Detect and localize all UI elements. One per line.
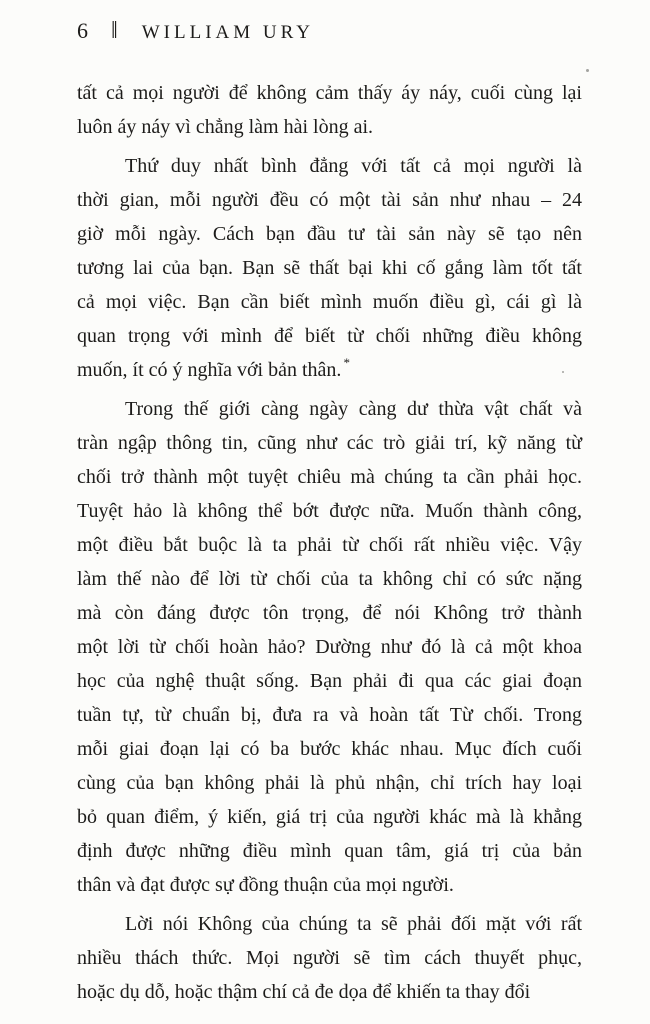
text-line: làm thế nào để lời từ chối của ta không chỉ có sức nặng xyxy=(77,568,582,590)
running-title: WILLIAM URY xyxy=(141,22,314,43)
text-line: mà còn đáng được tôn trọng, để nói Không trở thành xyxy=(77,602,582,624)
paragraph-saying-no-challenges xyxy=(77,907,582,1009)
text-line: thời gian, mỗi người đều có một tài sản như nhau – 24 xyxy=(77,189,582,211)
text-line: tuần tự, từ chuẩn bị, đưa ra và hoàn tất Từ chối. Trong xyxy=(77,704,582,726)
text-line: Tuyệt hảo là không thể bớt được nữa. Muốn thành công, xyxy=(77,500,582,522)
text-line: Trong thế giới càng ngày càng dư thừa vật chất và xyxy=(125,398,582,420)
text-line: bỏ quan điểm, ý kiến, giá trị của người khác mà là khẳng xyxy=(77,806,582,828)
text-line: tương lai của bạn. Bạn sẽ thất bại khi cố gắng làm tốt tất xyxy=(77,257,582,279)
text-line: cùng của bạn không phải là phủ nhận, chỉ trích hay loại xyxy=(77,772,582,794)
page-number: 6 xyxy=(77,18,89,43)
text-line: một lời từ chối hoàn hảo? Dường như đó là cả một khoa xyxy=(77,636,582,658)
paragraph-time-equality xyxy=(77,149,582,387)
text-line: tất cả mọi người để không cảm thấy áy náy, cuối cùng lại xyxy=(77,82,582,104)
text-line: cả mọi việc. Bạn cần biết mình muốn điều gì, cái gì là xyxy=(77,291,582,313)
page-header xyxy=(77,18,314,45)
scan-speck xyxy=(586,69,589,72)
text-line: tràn ngập thông tin, cũng như các trò giải trí, kỹ năng từ xyxy=(77,432,582,454)
text-line: định được những điều mình quan tâm, giá trị của bản xyxy=(77,840,582,862)
scan-speck xyxy=(562,371,564,373)
text-line: giờ mỗi ngày. Cách bạn đầu tư tài sản này sẽ tạo nên xyxy=(77,223,582,245)
page-body xyxy=(77,76,582,1009)
text-line: hoặc dụ dỗ, hoặc thậm chí cả đe dọa để khiến ta thay đổi xyxy=(77,981,531,1003)
text-line: Thứ duy nhất bình đẳng với tất cả mọi người là xyxy=(125,155,582,177)
paragraph-art-of-refusal xyxy=(77,392,582,902)
text-line: nhiều thách thức. Mọi người sẽ tìm cách thuyết phục, xyxy=(77,947,582,969)
header-separator-icon: ‖ xyxy=(111,18,118,44)
footnote-marker: * xyxy=(343,355,350,370)
text-line: Lời nói Không của chúng ta sẽ phải đối mặt với rất xyxy=(125,913,582,935)
text-line-text: muốn, ít có ý nghĩa với bản thân. xyxy=(77,359,342,381)
paragraph-continuation xyxy=(77,76,582,144)
text-line: quan trọng với mình để biết từ chối những điều không xyxy=(77,325,582,347)
text-line: một điều bắt buộc là ta phải từ chối rất nhiều việc. Vậy xyxy=(77,534,582,556)
text-line: học của nghệ thuật sống. Bạn phải đi qua các giai đoạn xyxy=(77,670,582,692)
text-line: mỗi giai đoạn lại có ba bước khác nhau. Mục đích cuối xyxy=(77,738,582,760)
text-line: thân và đạt được sự đồng thuận của mọi người. xyxy=(77,874,454,896)
text-line: luôn áy náy vì chẳng làm hài lòng ai. xyxy=(77,116,374,138)
text-line: chối trở thành một tuyệt chiêu mà chúng ta cần phải học. xyxy=(77,466,582,488)
text-line xyxy=(77,353,582,387)
